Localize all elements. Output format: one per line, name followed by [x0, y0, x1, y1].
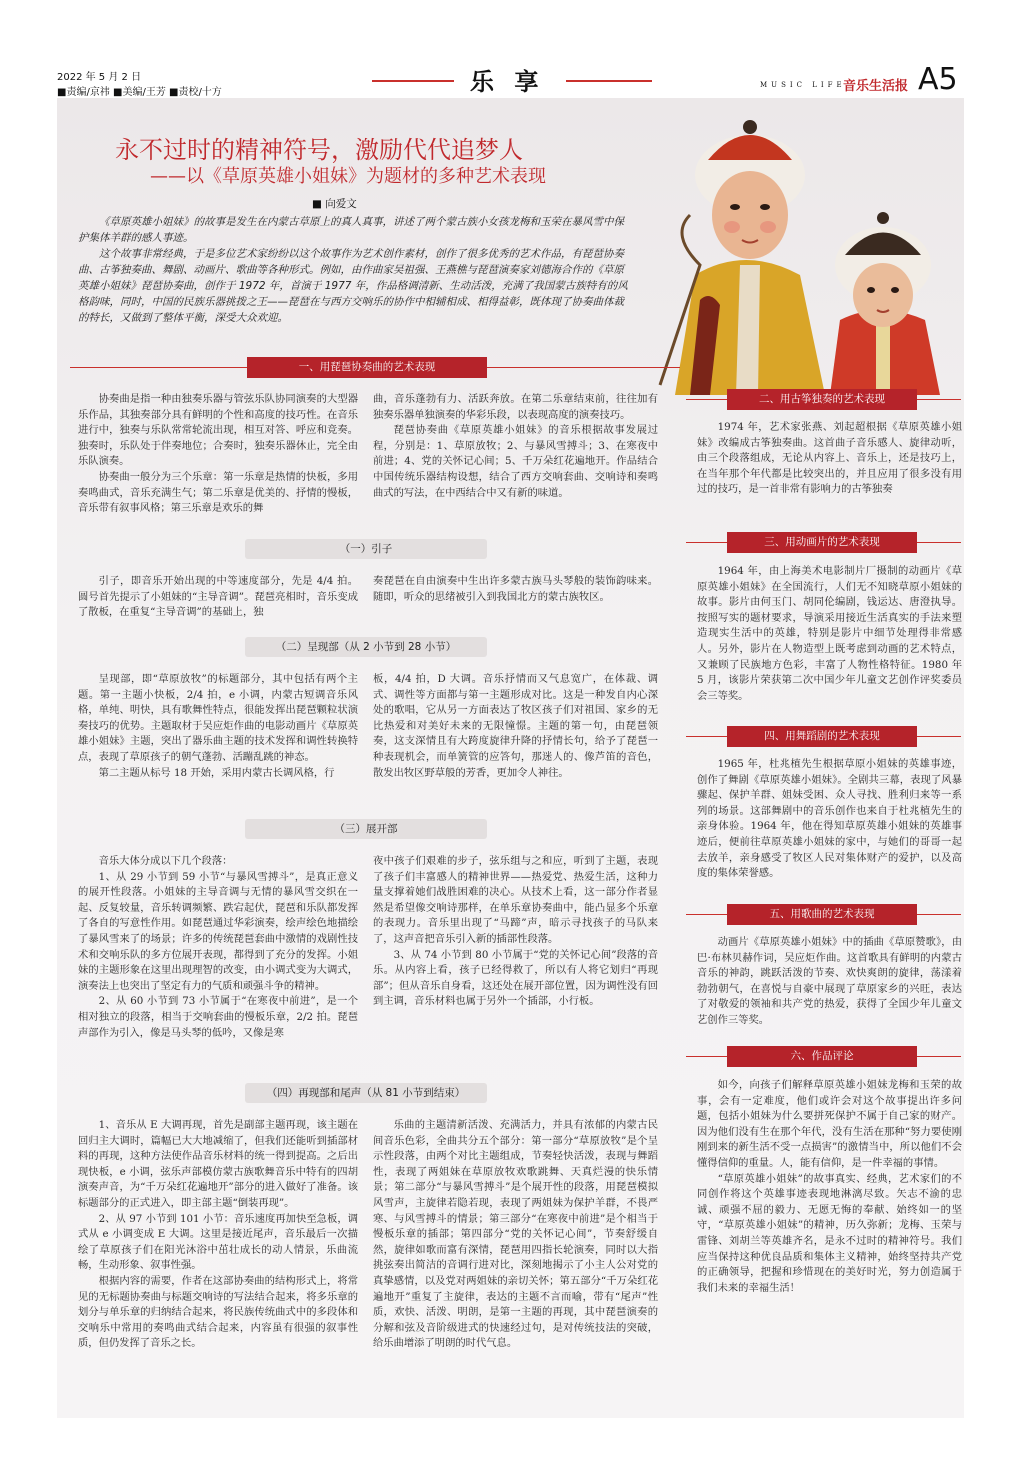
section-2-heading: 二、用古筝独奏的艺术表现 [727, 389, 917, 410]
sub4-col-left [78, 1118, 358, 1352]
brand-en: MUSIC LIFE [760, 81, 846, 89]
s6-text [697, 1078, 962, 1296]
brand-cn: 音乐生活报 [843, 79, 909, 94]
section-6-rule-left [686, 1056, 727, 1057]
s1-col-left [78, 392, 358, 517]
subsection-development-heading: （三）展开部 [245, 819, 487, 839]
intro-paragraph: 《草原英雄小姐妹》的故事是发生在内蒙古草原上的真人真事，讲述了两个蒙古族小女孩龙梅和玉荣在暴风雪中保护集体羊群的感人事迹。 [78, 216, 624, 244]
paragraph: 1、音乐从 E 大调再现，首先是副部主题再现，该主题在回归主大调时，篇幅已大大地减缩了，但我们还能听到插部材料的再现，这种方法使作品音乐材料的统一得到提高。之后出现快板，e 小调，弦乐声部模仿蒙古族歌舞音乐中特有的四胡演奏声音，为“千万朵红花遍地开”部分的进入做好了准备。该标题部分的正式进入，即主部主题“倒装再现”。 [78, 1119, 358, 1209]
s2-text [697, 420, 962, 498]
section-5-rule-left [686, 914, 727, 915]
paragraph: 1974 年，艺术家张燕、刘起超根据《草原英雄小姐妹》改编成古筝独奏曲。这首曲子音乐感人、旋律动听，由三个段落组成，无论从内容上、音乐上，还是技巧上，在当年那个年代都是比较突出的，并且应用了很多没有用过的技巧，是一首非常有影响力的古筝独奏 [697, 421, 962, 496]
paragraph: 协奏曲一般分为三个乐章：第一乐章是热情的快板，多用奏鸣曲式，音乐充满生气；第二乐章是优美的、抒情的慢板，音乐带有叙事风格；第三乐章是欢乐的舞 [78, 470, 358, 515]
section-4-rule-right [917, 736, 961, 737]
paragraph: 乐曲的主题清新活泼、充满活力，并具有浓郁的内蒙古民间音乐色彩，全曲共分五个部分：第一部分“草原放牧”是个呈示性段落，由两个对比主题组成，节奏轻快活泼，表现与舞蹈性，表现了两姐妹在草原放牧欢歌跳舞、天真烂漫的快乐情景；第二部分“与暴风雪搏斗”是个展开性的段落，用琵琶模拟风雪声，主旋律若隐若现，表现了两姐妹为保护羊群，不畏严寒、与风雪搏斗的情景；第三部分“在寒夜中前进”是个相当于慢板乐章的插部；第四部分“党的关怀记心间”，节奏舒缓自然，旋律如歌而富有深情，琵琶用四指长轮演奏，同时以大指挑弦奏出简洁的音调行进对比，深刻地揭示了小主人公对党的真挚感情，以及党对两姐妹的亲切关怀；第五部分“千万朵红花遍地开”重复了主旋律，表达的主题不言而喻，带有“尾声”性质，欢快、活泼、明朗，是第一主题的再现，其中琵琶演奏的分解和弦及音阶级进式的快速经过句，是对传统技法的突破，给乐曲增添了明朗的时代气息。 [373, 1119, 658, 1350]
two-sisters-illustration [640, 115, 975, 395]
section-3-rule-right [917, 542, 961, 543]
section-1-rule-right [487, 367, 680, 368]
paragraph: 1964 年，由上海美术电影制片厂摄制的动画片《草原英雄小姐妹》在全国流行，人们无不知晓草原小姐妹的故事。影片由何玉门、胡同伦编剧，钱运达、唐澄执导。按照写实的题材要求，导演采用接近生活真实的手法来塑造现实生活中的英雄，特别是影片中细节处理得非常感人。另外，影片在人物造型上既考虑到动画的艺术特点，又兼顾了民族地方色彩，丰富了人物性格特征。1980 年 5 月，该影片荣获第二次中国少年儿童文艺创作评奖委员会三等奖。 [697, 565, 962, 702]
s1-col-right [373, 392, 658, 501]
subsection-exposition-heading: （二）呈现部（从 2 小节到 28 小节） [245, 637, 487, 657]
paragraph: “草原英雄小姐妹”的故事真实、经典，艺术家们的不同创作将这个英雄事迹表现地淋漓尽致。矢志不渝的忠诚、顽强不屈的毅力、无愿无悔的奉献、始终如一的坚守，“草原英雄小姐妹”的精神，历久弥新；龙梅、玉荣与雷锋、刘胡兰等英雄齐名，是永不过时的精神符号。我们应当保持这种优良品质和集体主义精神，始终坚持共产党的正确领导，把握和珍惜现在的美好时光，努力创造属于我们未来的幸福生活！ [697, 1172, 962, 1294]
section-1-heading: 一、用琵琶协奏曲的艺术表现 [247, 357, 487, 378]
paragraph: 第二主题从标号 18 开始，采用内蒙古长调风格，行 [98, 766, 335, 779]
sub1-col-left [78, 574, 358, 621]
section-3-heading: 三、用动画片的艺术表现 [727, 532, 917, 553]
paragraph: 音乐大体分成以下几个段落： [98, 855, 233, 867]
sub3-col-left [78, 854, 358, 1041]
editor-credits: ■责编/京祎 ■美编/王芳 ■责校/十方 [57, 87, 222, 98]
paragraph: 2、从 97 小节到 101 小节：音乐速度再加快至急板，调式从 e 小调变成 E 大调。这里是接近尾声，音乐最后一次描绘了草原孩子们在阳光沐浴中茁壮成长的动人情景，乐曲流畅，生动形象、叙事性强。 [78, 1212, 358, 1272]
paragraph: 1、从 29 小节到 59 小节“与暴风雪搏斗”，是真正意义的展开性段落。小姐妹的主导音调与无情的暴风雪交织在一起、反复较量，音乐转调频繁、跌宕起伏，琵琶和乐队都发挥了各自的写意性作用。如琵琶通过华彩演奏，绘声绘色地描绘了暴风雪来了的场景；许多的传统琵琶套曲中激情的戏剧性技术和交响乐队的多方位展开表现，都得到了充分的发挥。小姐妹的主题形象在这里出现理智的改变，由小调式变为大调式，演奏法上也突出了坚定有力的气质和顽强斗争的精神。 [78, 870, 358, 992]
section-2-rule-right [917, 399, 961, 400]
subsection-intro-heading: （一）引子 [245, 539, 487, 559]
paragraph: 奏琵琶在自由演奏中生出许多蒙古族马头琴般的装饰韵味来。随即，听众的思绪被引入到我国北方的蒙古族牧区。 [373, 575, 658, 603]
subsection-recapitulation-heading: （四）再现部和尾声（从 81 小节到结束） [245, 1083, 487, 1103]
paragraph: 呈现部，即“草原放牧”的标题部分，其中包括有两个主题。第一主题小快板，2/4 拍，e 小调，内蒙古短调音乐风格，单纯、明快，具有歌舞性特点，很能发挥出琵琶颗粒状演奏技巧的优势。主题取材于吴应炬作曲的电影动画片《草原英雄小姐妹》主题，突出了器乐曲主题的技术发挥和调性转换特点，表现了草原孩子的朝气蓬勃、活蹦乱跳的神态。 [78, 673, 358, 763]
author: ■ 向爱文 [312, 198, 357, 210]
sub2-col-left [78, 672, 358, 781]
section-3-rule-left [686, 542, 727, 543]
sub4-col-right [373, 1118, 658, 1352]
section-5-rule-right [917, 914, 961, 915]
section-6-heading: 六、作品评论 [727, 1046, 917, 1067]
paragraph: 如今，向孩子们解释草原英雄小姐妹龙梅和玉荣的故事，会有一定难度，他们或许会对这个故事提出许多问题，包括小姐妹为什么要拼死保护不属于自己家的财产。因为他们没有生在那个年代，没有生活在那种“努力要使刚刚到来的新生活不受一点损害”的激情当中，所以他们不会懂得信仰的重量。人，能有信仰，是一件幸福的事情。 [697, 1079, 962, 1169]
section-2-rule-left [686, 399, 727, 400]
section-4-rule-left [686, 736, 727, 737]
paragraph: 3、从 74 小节到 80 小节属于“党的关怀记心间”段落的音乐。从内容上看，孩子已经得救了，所以有人将它划归“再现部”；但从音乐自身看，这还处在展开部位置，因为调性没有回到主调，音乐材料也属于另外一个插部，小行板。 [373, 948, 658, 1008]
paragraph: 引子，即音乐开始出现的中等速度部分，先是 4/4 拍。圆号首先提示了小姐妹的“主导音调”。琵琶亮相时，音乐变成了散板，在重复“主导音调”的基础上，独 [78, 575, 358, 619]
header-rule-left [372, 80, 454, 82]
section-1-rule-left [70, 367, 247, 368]
section-title: 乐 享 [470, 67, 545, 96]
section-5-heading: 五、用歌曲的艺术表现 [727, 904, 917, 925]
sub1-col-right [373, 574, 658, 605]
paragraph: 动画片《草原英雄小姐妹》中的插曲《草原赞歌》，由巴·布林贝赫作词，吴应炬作曲。这首歌具有鲜明的内蒙古音乐的神韵，跳跃活泼的节奏、欢快爽朗的旋律，荡漾着勃勃朝气，在喜悦与自豪中展现了草原家乡的兴旺，表达了对敬爱的领袖和共产党的热爱，获得了全国少年儿童文艺创作三等奖。 [697, 936, 962, 1026]
paragraph: 1965 年，杜兆植先生根据草原小姐妹的英雄事迹，创作了舞剧《草原英雄小姐妹》。全剧共三幕，表现了风暴骤起、保护羊群、姐妹受困、众人寻找、胜利归来等一系列的场景。这部舞剧中的音乐创作也来自于杜兆植先生的亲身体验。1964 年，他在得知草原英雄小姐妹的英雄事迹后，便前往草原英雄小姐妹的家中，与她们的哥哥一起去放羊，亲身感受了牧区人民对集体财产的爱护，以及高度的集体荣誉感。 [697, 758, 962, 880]
article-subtitle: ——以《草原英雄小姐妹》为题材的多种艺术表现 [150, 166, 546, 187]
paragraph: 板，4/4 拍，D 大调。音乐抒情而又气息宽广，在体裁、调式、调性等方面都与第一主题形成对比。这是一种发自内心深处的歌唱，它从另一方面表达了牧区孩子们对祖国、家乡的无比热爱和对美好未来的无限憧憬。主题的第一句，由琵琶领奏，这支深情且有大跨度旋律升降的抒情长句，给予了琵琶一种表现机会，而单簧管的应答句，那迷人的、像芦笛的音色，散发出牧区野草般的芳香，更加令人神往。 [373, 673, 658, 779]
issue-date: 2022 年 5 月 2 日 [57, 72, 142, 83]
section-4-heading: 四、用舞蹈剧的艺术表现 [727, 726, 917, 747]
article-title: 永不过时的精神符号，激励代代追梦人 [115, 136, 523, 164]
paragraph: 曲，音乐蓬勃有力、活跃奔放。在第二乐章结束前，往往加有独奏乐器单独演奏的华彩乐段，以表现高度的演奏技巧。 [373, 393, 658, 421]
paragraph: 夜中孩子们艰难的步子，弦乐组与之和应，听到了主题，表现了孩子们丰富感人的精神世界——热爱党、热爱生活，这种力量支撑着她们战胜困难的决心。从技术上看，这一部分作者显然是希望像交响诗那样，在单乐章协奏曲中，能凸显多个乐章的表现力。音乐里出现了“马蹄”声，暗示寻找孩子的马队来了，这声音把音乐引入新的插部性段落。 [373, 855, 658, 945]
paragraph: 协奏曲是指一种由独奏乐器与管弦乐队协同演奏的大型器乐作品，其独奏部分具有鲜明的个性和高度的技巧性。在音乐进行中，独奏与乐队常常轮流出现，相互对答、呼应和竞奏。独奏时，乐队处于伴奏地位；合奏时，独奏乐器休止，完全由乐队演奏。 [78, 393, 358, 468]
intro-paragraph: 这个故事非常经典，于是多位艺术家纷纷以这个故事作为艺术创作素材，创作了很多优秀的艺术作品，有琵琶协奏曲、古筝独奏曲、舞剧、动画片、歌曲等各种形式。例如，由作曲家吴祖强、王燕樵与琵琶演奏家刘德海合作的《草原英雄小姐妹》琵琶协奏曲，创作于 1972 年，首演于 1977 年，作品格调清新、生动活泼，充满了我国蒙古族特有的风格韵味，同时，中国的民族乐器挑拨之王——琵琶在与西方交响乐的协作中相辅相成、相得益彰，既体现了协奏曲体裁的特长，又做到了整体平衡，深受大众欢迎。 [78, 248, 628, 324]
s3-text [697, 564, 962, 704]
paragraph: 琵琶协奏曲《草原英雄小姐妹》的音乐根据故事发展过程，分别是：1、草原放牧；2、与暴风雪搏斗；3、在寒夜中前进；4、党的关怀记心间；5、千万朵红花遍地开。作品结合中国传统乐器结构设想，结合了西方交响套曲、交响诗和奏鸣曲式的写法，在中西结合中又有新的味道。 [373, 424, 658, 499]
s4-text [697, 757, 962, 882]
section-6-rule-right [917, 1056, 961, 1057]
s5-text [697, 935, 962, 1029]
sub2-col-right [373, 672, 658, 781]
intro [78, 214, 633, 326]
sub3-col-right [373, 854, 658, 1010]
paragraph: 根据内容的需要，作者在这部协奏曲的结构形式上，将常见的无标题协奏曲与标题交响诗的写法结合起来，将多乐章的划分与单乐章的归纳结合起来，将民族传统曲式中的多段体和交响乐中常用的奏鸣曲式结合起来，内容虽有很强的叙事性质，但仍发挥了音乐之长。 [78, 1274, 358, 1350]
page-number: A5 [918, 62, 958, 97]
header-rule-right [566, 80, 652, 82]
paragraph: 2、从 60 小节到 73 小节属于“在寒夜中前进”，是一个相对独立的段落，相当于交响套曲的慢板乐章，2/2 拍。琵琶声部作为引入，像是马头琴的低吟，又像是寒 [78, 995, 358, 1039]
